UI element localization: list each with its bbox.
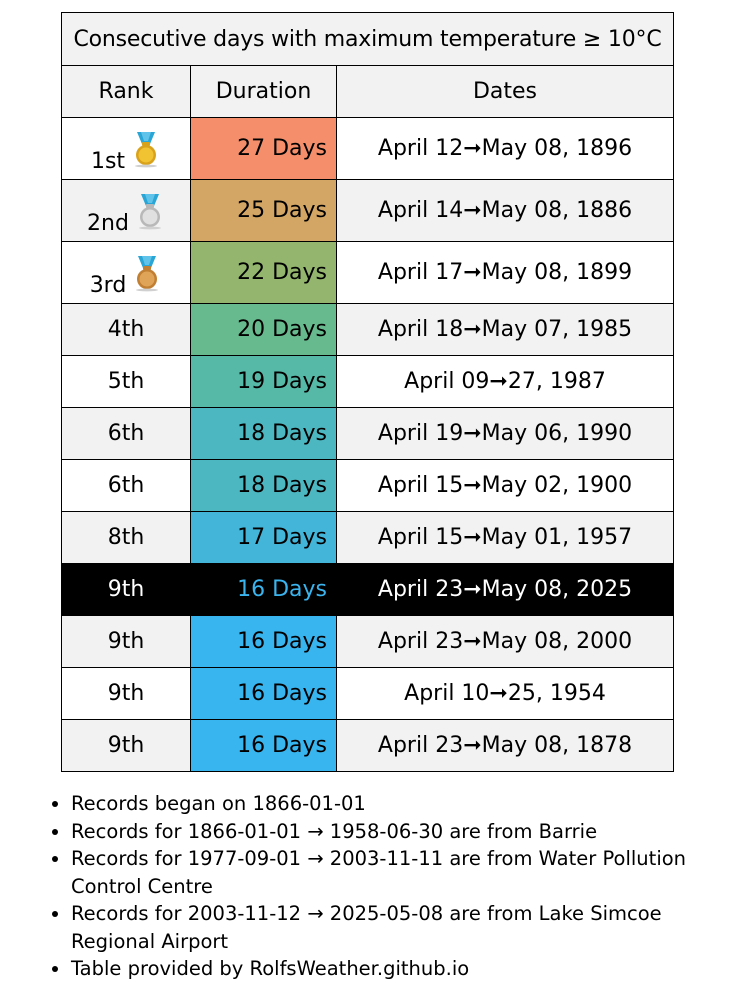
duration-cell: 19 Days bbox=[191, 356, 337, 408]
table-row bbox=[62, 408, 674, 460]
rank-cell: 6th bbox=[62, 408, 191, 460]
dates-cell: April 23➞May 08, 2025 bbox=[337, 564, 674, 616]
duration-column-header: Duration bbox=[191, 66, 337, 118]
rank-cell: 4th bbox=[62, 304, 191, 356]
dates-cell: April 15➞May 02, 1900 bbox=[337, 460, 674, 512]
rank-cell: 9th bbox=[62, 720, 191, 772]
note-item: • Records for 1866-01-01 → 1958-06-30 are from Barrie bbox=[71, 818, 734, 846]
dates-cell: April 10➞25, 1954 bbox=[337, 668, 674, 720]
table-row bbox=[62, 512, 674, 564]
duration-cell: 18 Days bbox=[191, 408, 337, 460]
notes-list bbox=[48, 790, 734, 983]
bronze-medal-icon bbox=[132, 254, 162, 292]
table-row bbox=[62, 242, 674, 304]
note-item: • Records for 2003-11-12 → 2025-05-08 are from Lake Simcoe Regional Airport bbox=[71, 900, 734, 955]
table-row bbox=[62, 564, 674, 616]
table-row bbox=[62, 460, 674, 512]
dates-cell: April 18➞May 07, 1985 bbox=[337, 304, 674, 356]
duration-cell: 17 Days bbox=[191, 512, 337, 564]
note-item: • Table provided by RolfsWeather.github.io bbox=[71, 955, 734, 983]
duration-cell: 16 Days bbox=[191, 564, 337, 616]
rank-cell: 9th bbox=[62, 616, 191, 668]
dates-cell: April 17➞May 08, 1899 bbox=[337, 242, 674, 304]
duration-cell: 16 Days bbox=[191, 668, 337, 720]
rank-cell: 5th bbox=[62, 356, 191, 408]
dates-cell: April 15➞May 01, 1957 bbox=[337, 512, 674, 564]
records-table bbox=[61, 12, 674, 772]
table-row bbox=[62, 118, 674, 180]
silver-medal-icon bbox=[135, 192, 165, 230]
duration-cell: 16 Days bbox=[191, 720, 337, 772]
duration-cell: 22 Days bbox=[191, 242, 337, 304]
table-row bbox=[62, 720, 674, 772]
table-row bbox=[62, 304, 674, 356]
rank-cell: 9th bbox=[62, 668, 191, 720]
duration-cell: 18 Days bbox=[191, 460, 337, 512]
rank-cell: 8th bbox=[62, 512, 191, 564]
table-row bbox=[62, 616, 674, 668]
rank-cell bbox=[62, 242, 191, 304]
table-title: Consecutive days with maximum temperature ≥ 10°C bbox=[62, 13, 674, 66]
dates-cell: April 12➞May 08, 1896 bbox=[337, 118, 674, 180]
table-body bbox=[62, 118, 674, 772]
table-row bbox=[62, 356, 674, 408]
rank-label: 3rd bbox=[89, 272, 127, 298]
dates-cell: April 19➞May 06, 1990 bbox=[337, 408, 674, 460]
dates-cell: April 09➞27, 1987 bbox=[337, 356, 674, 408]
gold-medal-icon bbox=[131, 130, 161, 168]
duration-cell: 20 Days bbox=[191, 304, 337, 356]
rank-label: 1st bbox=[90, 148, 126, 174]
rank-cell bbox=[62, 180, 191, 242]
dates-column-header: Dates bbox=[337, 66, 674, 118]
rank-cell: 6th bbox=[62, 460, 191, 512]
rank-column-header: Rank bbox=[62, 66, 191, 118]
table-row bbox=[62, 668, 674, 720]
dates-cell: April 23➞May 08, 2000 bbox=[337, 616, 674, 668]
table-row bbox=[62, 180, 674, 242]
note-item: • Records for 1977-09-01 → 2003-11-11 are from Water Pollution Control Centre bbox=[71, 845, 734, 900]
duration-cell: 25 Days bbox=[191, 180, 337, 242]
dates-cell: April 14➞May 08, 1886 bbox=[337, 180, 674, 242]
dates-cell: April 23➞May 08, 1878 bbox=[337, 720, 674, 772]
duration-cell: 16 Days bbox=[191, 616, 337, 668]
rank-cell bbox=[62, 118, 191, 180]
duration-cell: 27 Days bbox=[191, 118, 337, 180]
rank-cell: 9th bbox=[62, 564, 191, 616]
note-item: • Records began on 1866-01-01 bbox=[71, 790, 734, 818]
rank-label: 2nd bbox=[87, 210, 129, 236]
